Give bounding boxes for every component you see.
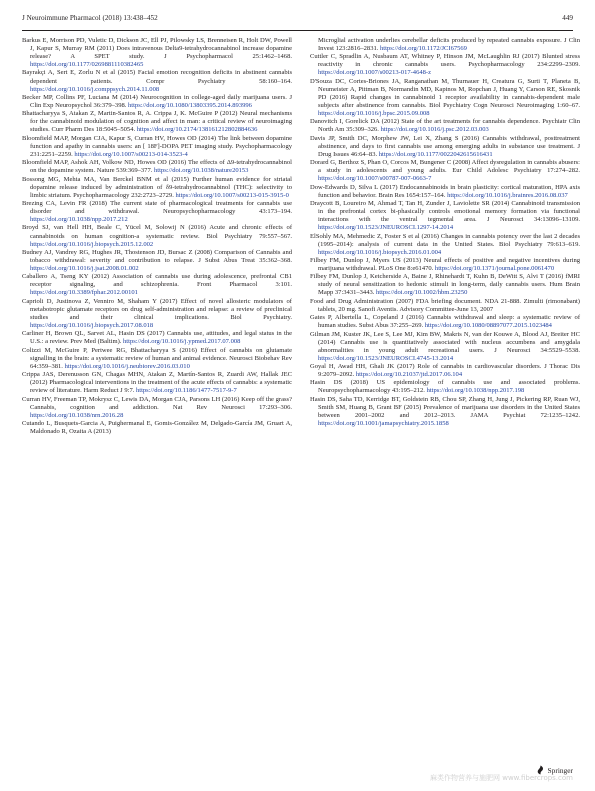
reference-text: Filbey FM, Dunlop J, Myers US (2013) Neural effects of positive and negative incentives during marijuana withdrawal. PLoS One 8:e61470. <box>310 256 580 272</box>
reference-text: Cuttler C, Spradlin A, Nusbaum AT, Whitney P, Hinson JM, McLaughlin RJ (2017) Blunted stress reactivity in chronic cannabis users. Psychopharmacology 234:2299–2309. <box>310 53 580 69</box>
doi-link[interactable]: https://doi.org/10.1080/13803395.2014.893996 <box>128 101 252 109</box>
reference-text: Danovitch I, Gorelick DA (2012) State of the art treatments for cannabis dependence. Psychiatr Clin North Am 35:309–326. <box>310 118 580 134</box>
doi-link[interactable]: https://doi.org/10.1186/1477-7517-9-7 <box>136 387 237 395</box>
doi-link[interactable]: https://doi.org/10.1016/j.biopsych.2015.12.002 <box>30 240 154 248</box>
reference-entry <box>310 78 580 118</box>
reference-text: Cutando L, Busquets-Garcia A, Puighermanal E, Gomis-González M, Delgado-García JM, Gruart A, Maldonado R, Ozaita A (2013) <box>22 419 292 435</box>
reference-entry <box>310 118 580 134</box>
reference-column-left <box>22 37 292 436</box>
reference-entry <box>310 298 580 314</box>
reference-text: Filbey FM, Dunlop J, Ketcherside A, Baine J, Rhinehardt T, Kuhn B, DeWitt S, Alvi T (2016) fMRI study of neural sensitization to hedonic stimuli in long-term, daily cannabis users. Hum Brain Mapp 37:3431–3443. <box>310 273 580 297</box>
publisher-name: Springer <box>547 765 573 775</box>
reference-text: Bloomfield MAP, Morgan CJA, Kapur S, Curran HV, Howes OD (2014) The link between dopamine function and apathy in cannabis users: an [ 18F]-DOPA PET imaging study. Psychopharmacology 231:2251–2259. <box>22 134 292 158</box>
reference-text: Gilman JM, Kuster JK, Lee S, Lee MJ, Kim BW, Makris N, van der Kouwe A, Blood AJ, Breiter HC (2014) Cannabis use is quantitatively associated with nucleus accumbens and amygdala abnormalities in young adult recreational users. J Neurosci 34:5529–5538. <box>310 330 580 354</box>
doi-link[interactable]: https://doi.org/10.1016/j.comppsych.2014.11.008 <box>30 85 160 93</box>
doi-link[interactable]: https://doi.org/10.1016/j.neubiorev.2016.03.010 <box>64 362 190 370</box>
doi-link[interactable]: https://doi.org/10.1016/j.jsat.2008.01.002 <box>30 264 139 272</box>
reference-text: Becker MP, Collins PF, Luciana M (2014) Neurocognition in college-aged daily marijuana users. J Clin Exp Neuropsychol 36:379–398. <box>22 93 292 109</box>
doi-link[interactable]: https://doi.org/10.1007/s00213-014-3523-4 <box>74 150 188 158</box>
doi-link[interactable]: https://doi.org/10.1371/journal.pone.0061470 <box>434 264 555 272</box>
page-number: 449 <box>562 14 573 22</box>
reference-text: Draycott B, Loureiro M, Ahmad T, Tan H, Zunder J, Laviolette SR (2014) Cannabinoid transmission in the prefrontal cortex bi-phasically controls emotional memory formation via functional interactions with the ventral tegmental area. J Neurosci 34:13096–13109. <box>310 200 580 224</box>
reference-text: Goyal H, Awad HH, Ghali JK (2017) Role of cannabis in cardiovascular disorders. J Thorac Dis 9:2079–2092. <box>310 363 580 379</box>
doi-link[interactable]: https://doi.org/10.1007/s00213-015-3915-0 <box>175 191 289 199</box>
reference-text: Carliner H, Brown QL, Sarvet AL, Hasin DS (2017) Cannabis use, attitudes, and legal status in the U.S.: a review. Prev Med (Baltim). <box>22 330 292 346</box>
reference-text: Dow-Edwards D, Silva L (2017) Endocannabinoids in brain plasticity: cortical maturation, HPA axis function and behavior. Brain Res 1654:157–164. <box>310 183 580 199</box>
doi-link[interactable]: https://doi.org/10.1177/0022042615616431 <box>378 150 493 158</box>
reference-text: Hasin DS, Saha TD, Kerridge BT, Goldstein RB, Chou SP, Zhang H, Jung J, Pickering RP, Ruan WJ, Smith SM, Huang B, Grant BF (2015) Prevalence of marijuana use disorders in the United States between 2001–2002 and 2012–2013. JAMA Psychiat 72:1235–1242. <box>310 395 580 419</box>
reference-entry <box>22 273 292 297</box>
reference-entry <box>310 257 580 273</box>
reference-text: Bloomfield MAP, Ashok AH, Volkow ND, Howes OD (2016) The effects of Δ9-tetrahydrocannabinol on the dopamine system. Nature 539:369–377. <box>22 159 292 175</box>
reference-entry <box>310 331 580 363</box>
reference-entry <box>310 159 580 183</box>
doi-link[interactable]: https://doi.org/10.1002/hbm.23250 <box>376 289 468 297</box>
reference-entry <box>310 379 580 395</box>
doi-link[interactable]: https://doi.org/10.1016/j.ypmed.2017.07.008 <box>123 338 241 346</box>
reference-text: Hasin DS (2018) US epidemiology of cannabis use and associated problems. Neuropsychopharmacology 43:195–212. <box>310 379 580 395</box>
reference-entry <box>22 347 292 371</box>
reference-text: Barkus E, Morrison PD, Vuletic D, Dickson JC, Ell PJ, Pilowsky LS, Brenneisen R, Holt DW, Powell J, Kapur S, Murray RM (2011) Does intravenous Delta9-tetrahydrocannabinol increase dopamine release? A SPET study. J Psychopharmacol 25:1462–1468. <box>22 37 292 61</box>
reference-entry <box>310 363 580 379</box>
doi-link[interactable]: https://doi.org/10.21037/jtd.2017.06.104 <box>355 371 463 379</box>
reference-entry <box>310 200 580 232</box>
reference-text: Food and Drug Administration (2007) FDA briefing document. NDA 21-888. Zimulti (rimonabant) tablets, 20 mg. Sanofi Aventis. Advisory Committee-June 13, 2007 <box>310 297 580 313</box>
reference-entry <box>310 233 580 257</box>
reference-entry <box>22 396 292 420</box>
reference-entry <box>22 330 292 346</box>
reference-entry <box>22 200 292 224</box>
reference-text: Caballero A, Tseng KY (2012) Association of cannabis use during adolescence, prefrontal CB1 receptor signaling, and schizophrenia. Front Pharmacol 3:101. <box>22 273 292 289</box>
reference-entry <box>310 396 580 428</box>
doi-link[interactable]: https://doi.org/10.1523/JNEUROSCI.4745-13.2014 <box>318 354 454 362</box>
reference-entry <box>22 224 292 248</box>
doi-link[interactable]: https://doi.org/10.1172/JCI67569 <box>380 45 467 53</box>
doi-link[interactable]: https://doi.org/10.1007/s00787-007-0663-7 <box>318 175 432 183</box>
reference-text: Crippa JAS, Derenusson GN, Chagas MHN, Atakan Z, Martín-Santos R, Zuardi AW, Hallak JEC (2012) Pharmacological interventions in the treatment of the acute effects of cannabis: a systematic review of literature. Harm Reduct J 9:7. <box>22 371 292 395</box>
doi-link[interactable]: https://doi.org/10.1016/j.bpsc.2015.09.008 <box>318 110 430 118</box>
journal-citation: J Neuroimmune Pharmacol (2018) 13:438–452 <box>22 14 158 22</box>
reference-entry <box>22 159 292 175</box>
reference-text: Brezing CA, Levin FR (2018) The current state of pharmacological treatments for cannabis use disorder and withdrawal. Neuropsychopharmacology 43:173–194. <box>22 200 292 216</box>
reference-entry <box>310 135 580 159</box>
doi-link[interactable]: https://doi.org/10.1080/08897077.2015.1023484 <box>424 322 552 330</box>
reference-entry <box>22 37 292 69</box>
reference-entry <box>22 176 292 200</box>
reference-text: Curran HV, Freeman TP, Mokrysz C, Lewis DA, Morgan CJA, Parsons LH (2016) Keep off the grass? Cannabis, cognition and addiction. Nat Rev Neurosci 17:293–306. <box>22 395 292 411</box>
doi-link[interactable]: https://doi.org/10.1016/j.psc.2012.03.003 <box>380 126 489 134</box>
doi-link[interactable]: https://doi.org/10.1523/JNEUROSCI.1297-14.2014 <box>318 224 454 232</box>
doi-link[interactable]: https://doi.org/10.2174/138161212802884636 <box>136 126 258 134</box>
reference-entry <box>22 371 292 395</box>
reference-text: ElSohly MA, Mehmedic Z, Foster S et al (2016) Changes in cannabis potency over the last 2 decades (1995–2014): analysis of current data in the United States. Biol Psychiatry 79:613–619. <box>310 232 580 248</box>
reference-text: Broyd SJ, van Hell HH, Beale C, Yücel M, Solowij N (2016) Acute and chronic effects of cannabinoids on human cognition-a systematic review. Biol Psychiatry 79:557–567. <box>22 224 292 240</box>
reference-entry <box>22 110 292 134</box>
doi-link[interactable]: https://doi.org/10.1177/0269881110382465 <box>30 61 144 69</box>
reference-text: Gates P, Albertella L, Copeland J (2016) Cannabis withdrawal and sleep: a systematic review of human studies. Subst Abus 37:255–269. <box>310 314 580 330</box>
reference-entry <box>310 53 580 77</box>
reference-entry <box>22 249 292 273</box>
reference-entry <box>22 135 292 159</box>
reference-text: Budney AJ, Vandrey RG, Hughes JR, Thostenson JD, Bursac Z (2008) Comparison of Cannabis and tobacco withdrawal: severity and contribution to relapse. J Subst Abus Treat 35:362–368. <box>22 248 292 264</box>
doi-link[interactable]: https://doi.org/10.1038/npp.2017.212 <box>30 216 128 224</box>
reference-entry <box>310 37 580 53</box>
doi-link[interactable]: https://doi.org/10.3389/fphar.2012.00101 <box>30 289 138 297</box>
reference-entry <box>22 298 292 330</box>
reference-entry <box>310 314 580 330</box>
reference-text: Colizzi M, McGuire P, Pertwee RG, Bhattacharyya S (2016) Effect of cannabis on glutamate signalling in the brain: a systematic review of human and animal evidence. Neurosci Biobehav Rev 64:359–381. <box>22 346 292 370</box>
reference-text: D'Souza DC, Cortes-Briones JA, Ranganathan M, Thurnauer H, Creatura G, Surti T, Planeta B, Neumeister A, Pittman B, Normandin MD, Kapinos M, Ropchan J, Huang Y, Carson RE, Skosnik PD (2016) Rapid changes in cannabinoid 1 receptor availability in cannabis-dependent male subjects after abstinence from cannabis. Biol Psychiatry Cogn Neurosci Neuroimaging 1:60–67. <box>310 77 580 109</box>
reference-text: Davis JP, Smith DC, Morphew JW, Lei X, Zhang S (2016) Cannabis withdrawal, posttreatment abstinence, and days to first cannabis use among emerging adults in substance use treatment. J Drug Issues 46:64–83. <box>310 134 580 158</box>
reference-entry <box>22 94 292 110</box>
reference-text: Dorard G, Berthoz S, Phan O, Corcos M, Bungener C (2008) Affect dysregulation in cannabis abusers: a study in adolescents and young adults. Eur Child Adolesc Psychiatry 17:274–282. <box>310 159 580 175</box>
running-header <box>22 14 573 26</box>
doi-link[interactable]: https://doi.org/10.1001/jamapsychiatry.2015.1858 <box>318 419 449 427</box>
doi-link[interactable]: https://doi.org/10.1038/nature20153 <box>154 167 249 175</box>
doi-link[interactable]: https://doi.org/10.1007/s00213-017-4648-z <box>318 69 431 77</box>
reference-entry <box>310 184 580 200</box>
doi-link[interactable]: https://doi.org/10.1016/j.biopsych.2017.08.018 <box>30 321 154 329</box>
reference-text: Bhattacharyya S, Atakan Z, Martin-Santos R, A. Crippa J, K. McGuire P (2012) Neural mechanisms for the cannabinoid modulation of cognition and affect in man: a critical review of neuroimaging studies. Curr Pharm Des 18:5045–5054. <box>22 110 292 134</box>
doi-link[interactable]: https://doi.org/10.1016/j.biopsych.2016.01.004 <box>318 248 442 256</box>
watermark-text: 麻类作物营养与施肥网 www.fibercrops.com <box>430 774 573 782</box>
doi-link[interactable]: https://doi.org/10.1038/npp.2017.198 <box>426 387 525 395</box>
reference-text: Bossong MG, Mehta MA, Van Berckel BNM et al (2015) Further human evidence for striatal dopamine release induced by administration of δ9-tetrahydrocannabinol (THC): selectivity to limbic striatum. Psychopharmacology 232:2723–2729. <box>22 175 292 199</box>
reference-text: Microglial activation underlies cerebellar deficits produced by repeated cannabis exposure. J Clin Invest 123:2816–2831. <box>318 37 580 53</box>
reference-entry <box>22 420 292 436</box>
reference-entry <box>22 69 292 93</box>
doi-link[interactable]: https://doi.org/10.1038/nrn.2016.28 <box>30 411 124 419</box>
reference-entry <box>310 273 580 297</box>
reference-text: Bayrakçi A, Sert E, Zorlu N et al (2015) Facial emotion recognition deficits in abstinent cannabis dependent patients. Compr Psychiatry 58:160–164. <box>22 69 292 85</box>
header-rule <box>22 30 573 31</box>
reference-text: Caprioli D, Justinova Z, Venniro M, Shaham Y (2017) Effect of novel allosteric modulators of metabotropic glutamate receptors on drug self-administration and relapse: a review of preclinical studies and their clinical implications. Biol Psychiatry. <box>22 297 292 321</box>
reference-column-right <box>310 37 580 428</box>
doi-link[interactable]: https://doi.org/10.1016/j.brainres.2016.08.037 <box>447 191 568 199</box>
